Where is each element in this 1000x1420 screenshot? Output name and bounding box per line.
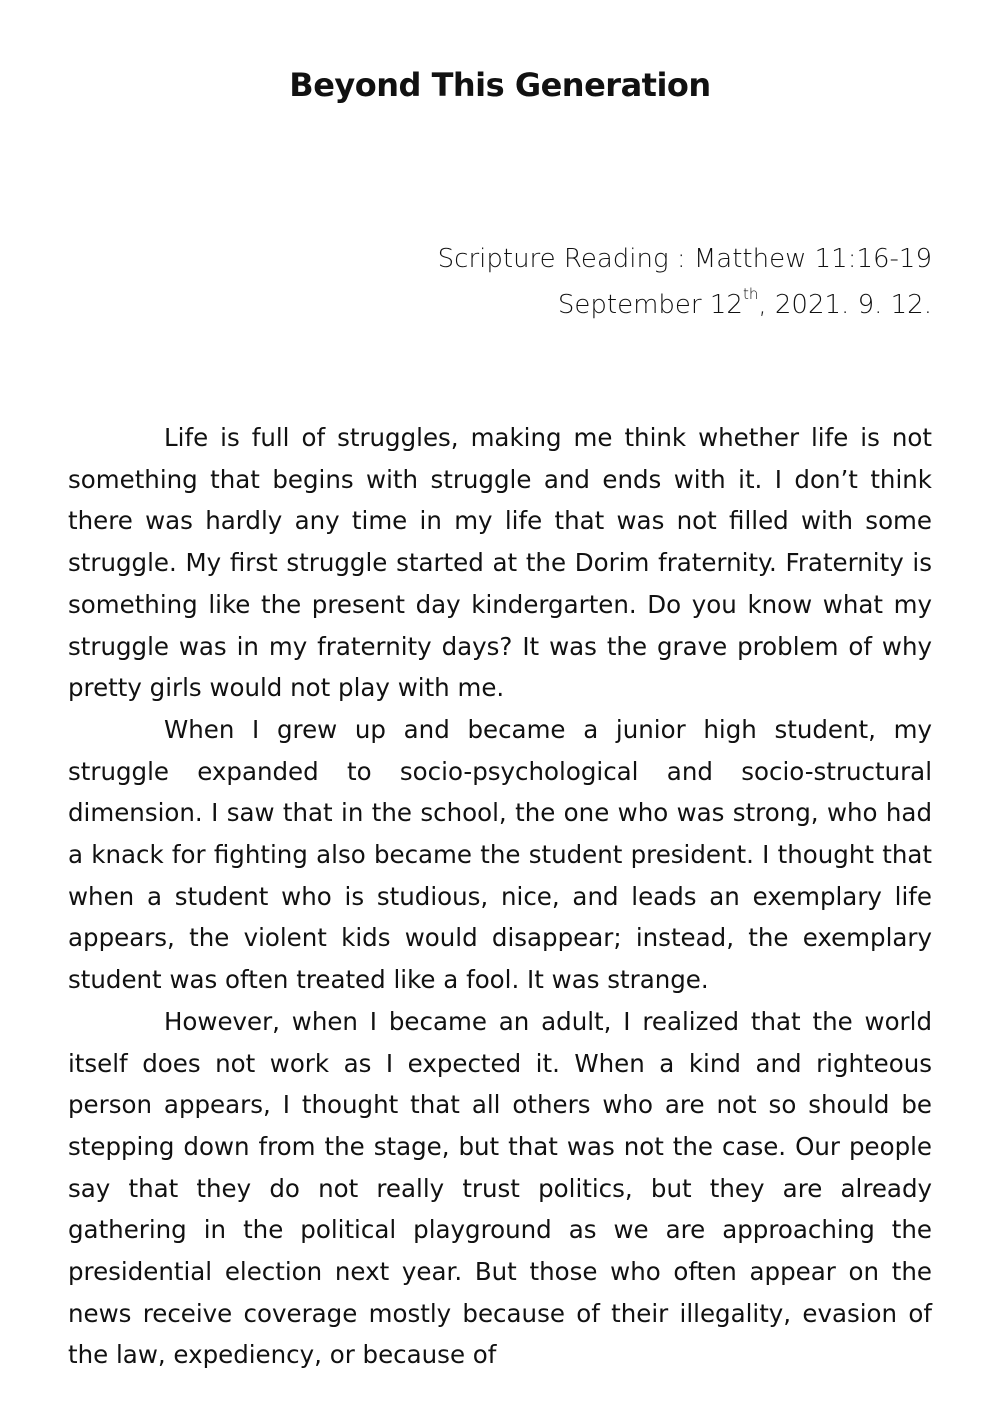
sermon-meta (438, 236, 932, 328)
date-rest: , 2021. 9. 12. (758, 290, 932, 320)
document-title: Beyond This Generation (289, 66, 711, 104)
date-ordinal-suffix: th (742, 285, 759, 304)
scripture-reading: Scripture Reading : Matthew 11:16-19 (437, 244, 932, 274)
paragraph-1: Life is full of struggles, making me think whether life is not something that begins with struggle and ends with it. I don’t think there was hardly any time in my life that was not filled with some struggle. My first struggle started at the Dorim fraternity. Fraternity is something like the present day kindergarten. Do you know what my struggle was in my fraternity days? It was the grave problem of why pretty girls would not play with me. (68, 423, 932, 703)
paragraph-3: However, when I became an adult, I realized that the world itself does not work as I expected it. When a kind and righteous person appears, I thought that all others who are not so should be stepping down from the stage, but that was not the case. Our people say that they do not really trust politics, but they are already gathering in the political playground as we are approaching the presidential election next year. But those who often appear on the news receive coverage mostly because of their illegality, evasion of the law, expediency, or because of (68, 1006, 932, 1370)
paragraph-2: When I grew up and became a junior high student, my struggle expanded to socio-psychological and socio-structural dimension. I saw that in the school, the one who was strong, who had a knack for fighting also became the student president. I thought that when a student who is studious, nice, and leads an exemplary life appears, the violent kids would disappear; instead, the exemplary student was often treated like a fool. It was strange. (68, 714, 932, 995)
sermon-date (438, 282, 932, 328)
date-prefix: September 12 (557, 290, 743, 320)
sermon-body (68, 417, 932, 1376)
